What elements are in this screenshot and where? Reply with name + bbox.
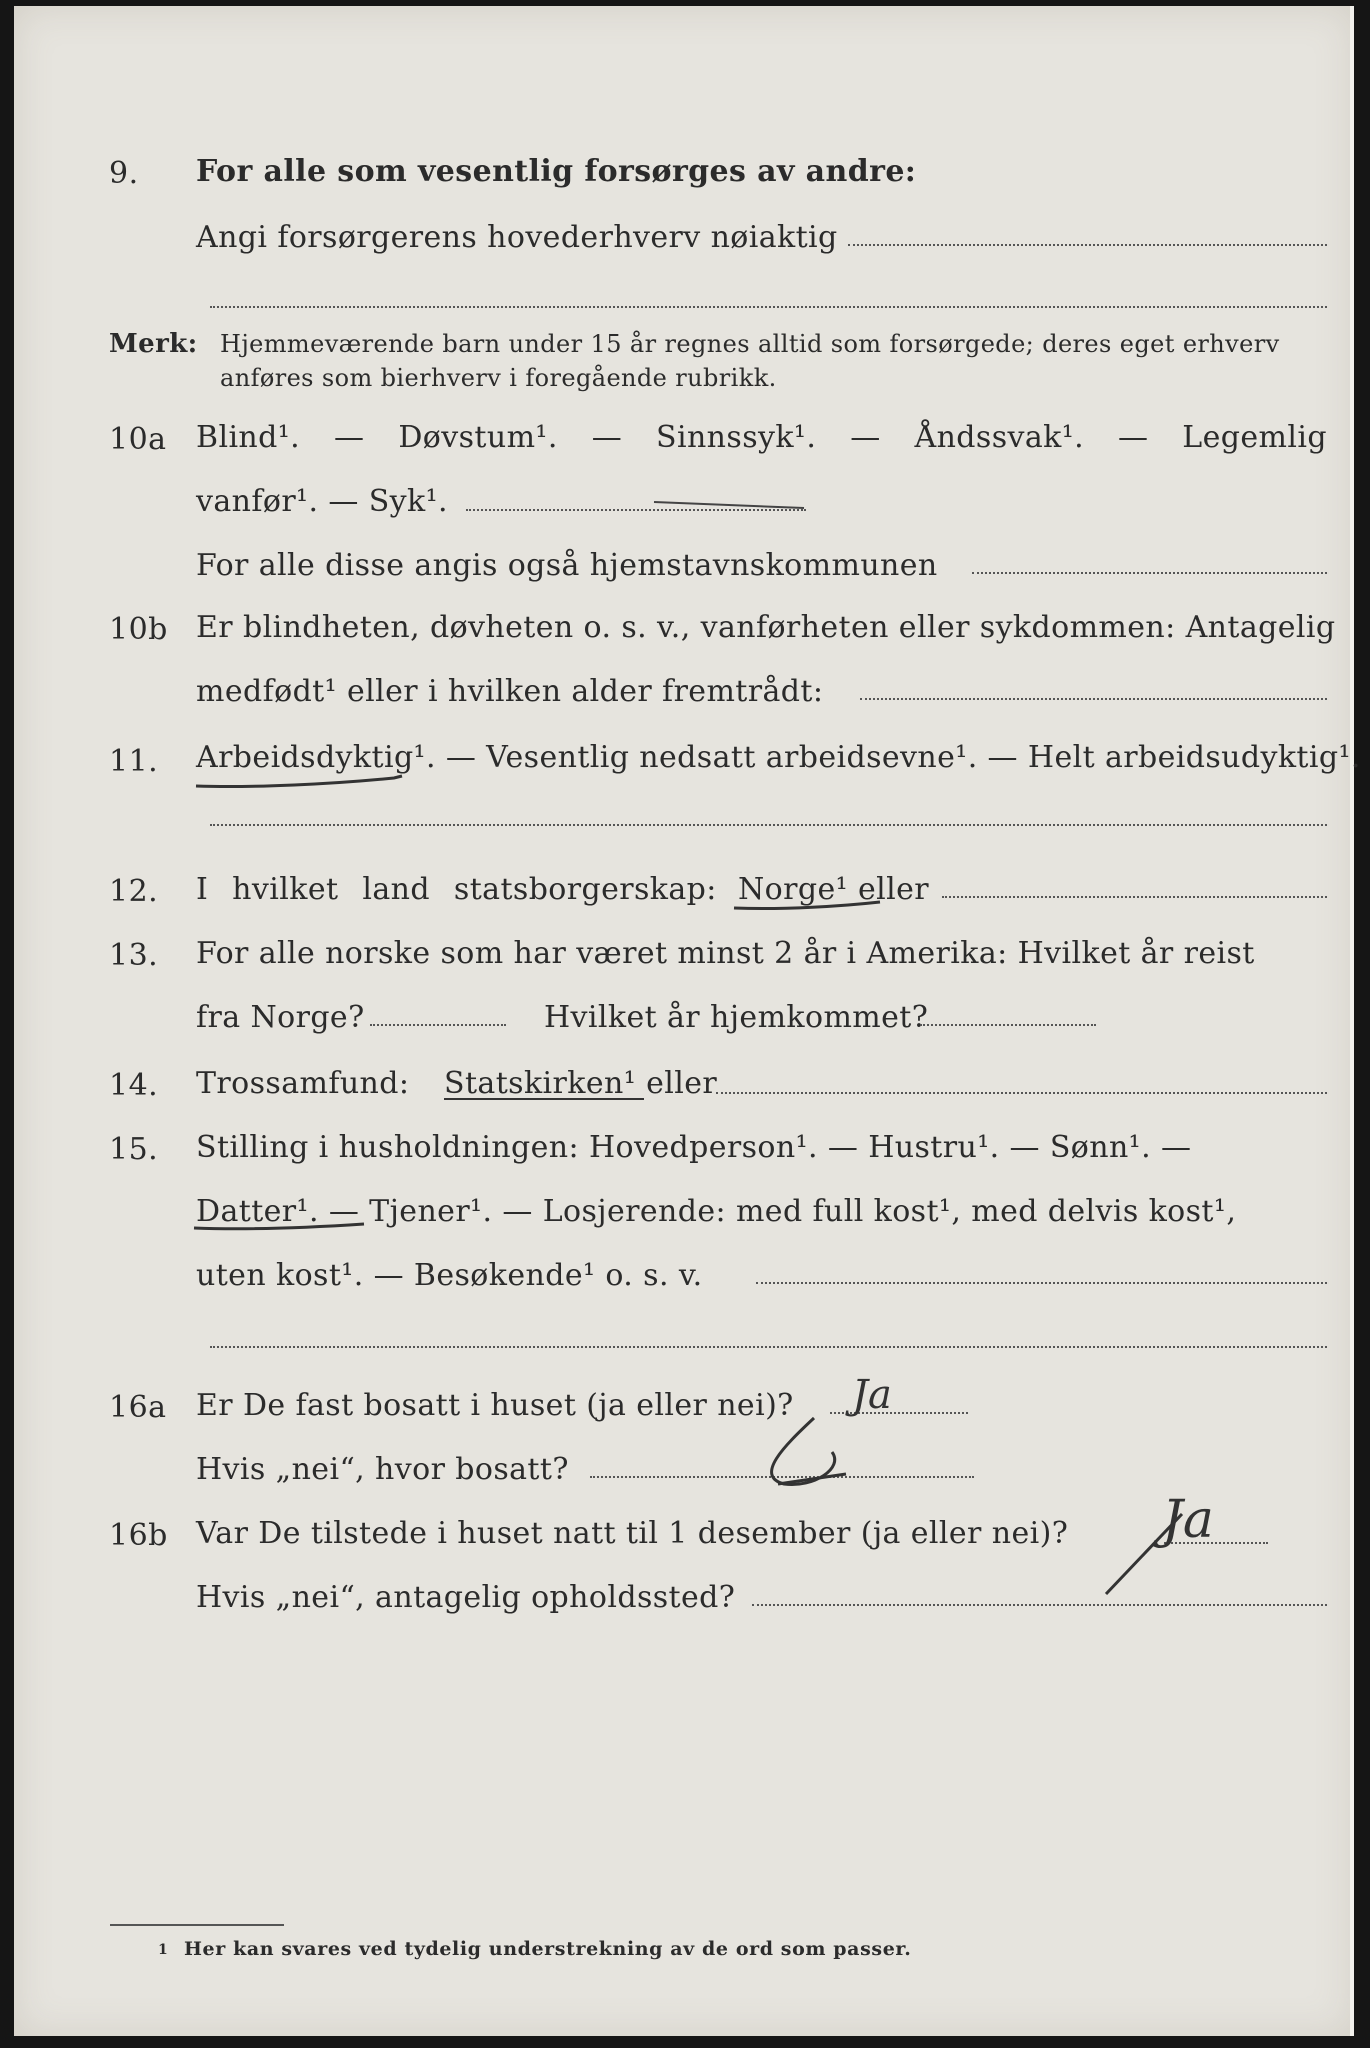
underline-datter bbox=[194, 1224, 364, 1229]
merk-note-text-1: Hjemmeværende barn under 15 år regnes alltid som forsørgede; deres eget erhverv bbox=[220, 330, 1280, 358]
dash: — bbox=[850, 420, 881, 455]
question-13-right-prompt: Hvilket år hjemkommet? bbox=[544, 1000, 929, 1035]
merk-note-line-2: anføres som bierhverv i foregående rubrikk. bbox=[220, 364, 777, 392]
question-10a-line-2: vanfør¹. — Syk¹. bbox=[196, 484, 448, 519]
underline-arbeidsdyktig bbox=[196, 776, 402, 787]
question-13-left-prompt: fra Norge? bbox=[196, 1000, 365, 1035]
handwritten-marks bbox=[14, 6, 1354, 2036]
question-14-options[interactable]: Statskirken¹ eller bbox=[444, 1066, 718, 1101]
bosatt-scribble bbox=[772, 1418, 835, 1485]
question-16b-handwritten-answer: Ja bbox=[1162, 1490, 1214, 1550]
question-16b-line-1: Var De tilstede i huset natt til 1 desember (ja eller nei)? bbox=[196, 1516, 1069, 1551]
footnote-mark: 1 bbox=[158, 1942, 169, 1958]
question-16a-handwritten-answer: Ja bbox=[852, 1372, 892, 1418]
question-11-number: 11. bbox=[109, 744, 159, 779]
dash: — bbox=[591, 420, 623, 455]
question-11-options[interactable]: Arbeidsdyktig¹. — Vesentlig nedsatt arbeidsevne¹. — Helt arbeidsudyktig¹. bbox=[196, 740, 1361, 775]
question-9-prompt: Angi forsørgerens hovederhverv nøiaktig bbox=[196, 220, 838, 255]
option-sinnssyk[interactable]: Sinnssyk¹. bbox=[656, 420, 817, 455]
question-16a-line-1: Er De fast bosatt i huset (ja eller nei)? bbox=[196, 1388, 794, 1423]
question-12-options[interactable]: Norge¹ eller bbox=[738, 872, 930, 907]
question-10b-line-2: medfødt¹ eller i hvilken alder fremtrådt: bbox=[196, 674, 824, 709]
option-legemlig[interactable]: Legemlig bbox=[1182, 420, 1327, 455]
dash: — bbox=[1117, 420, 1149, 455]
question-16b-number: 16b bbox=[109, 1518, 168, 1553]
question-10b-text-1: Er blindheten, døvheten o. s. v., vanførheten eller sykdommen: Antagelig bbox=[196, 610, 1336, 645]
footnote-text: Her kan svares ved tydelig understrekning av de ord som passer. bbox=[184, 1938, 912, 1960]
question-9-heading: For alle som vesentlig forsørges av andre: bbox=[196, 154, 917, 189]
dash: — bbox=[334, 420, 365, 455]
question-12-number: 12. bbox=[109, 874, 159, 909]
census-form-page bbox=[14, 6, 1361, 2036]
option-dovstum[interactable]: Døvstum¹. bbox=[398, 420, 558, 455]
question-10a-number: 10a bbox=[109, 422, 167, 457]
question-14-number: 14. bbox=[109, 1068, 159, 1103]
question-15-number: 15. bbox=[109, 1132, 159, 1167]
option-blind[interactable]: Blind¹. bbox=[196, 420, 301, 455]
merk-label: Merk: bbox=[109, 329, 198, 359]
question-12-prompt: I hvilket land statsborgerskap: bbox=[196, 872, 717, 907]
ja-down-stroke bbox=[1106, 1514, 1182, 1594]
question-16a-number: 16a bbox=[109, 1390, 167, 1425]
question-13-number: 13. bbox=[109, 938, 159, 973]
underline-norge bbox=[734, 902, 880, 909]
question-15-line-3[interactable]: uten kost¹. — Besøkende¹ o. s. v. bbox=[196, 1258, 703, 1293]
syk-dash-mark bbox=[654, 502, 804, 508]
question-14-prompt: Trossamfund: bbox=[196, 1066, 410, 1101]
question-16b-line-2: Hvis „nei“, antagelig opholdssted? bbox=[196, 1580, 736, 1615]
question-13-text-1: For alle norske som har været minst 2 år i Amerika: Hvilket år reist bbox=[196, 936, 1255, 971]
question-16a-line-2: Hvis „nei“, hvor bosatt? bbox=[196, 1452, 569, 1487]
question-9-number: 9. bbox=[109, 156, 139, 191]
question-10b-number: 10b bbox=[109, 612, 168, 647]
option-andssvak[interactable]: Åndssvak¹. bbox=[914, 420, 1085, 455]
question-15-text-2[interactable]: Datter¹. — Tjener¹. — Losjerende: med full kost¹, med delvis kost¹, bbox=[196, 1194, 1237, 1229]
question-10a-line-3: For alle disse angis også hjemstavnskommunen bbox=[196, 548, 938, 583]
question-15-text-1[interactable]: Stilling i husholdningen: Hovedperson¹. — Hustru¹. — Sønn¹. — bbox=[196, 1130, 1192, 1165]
